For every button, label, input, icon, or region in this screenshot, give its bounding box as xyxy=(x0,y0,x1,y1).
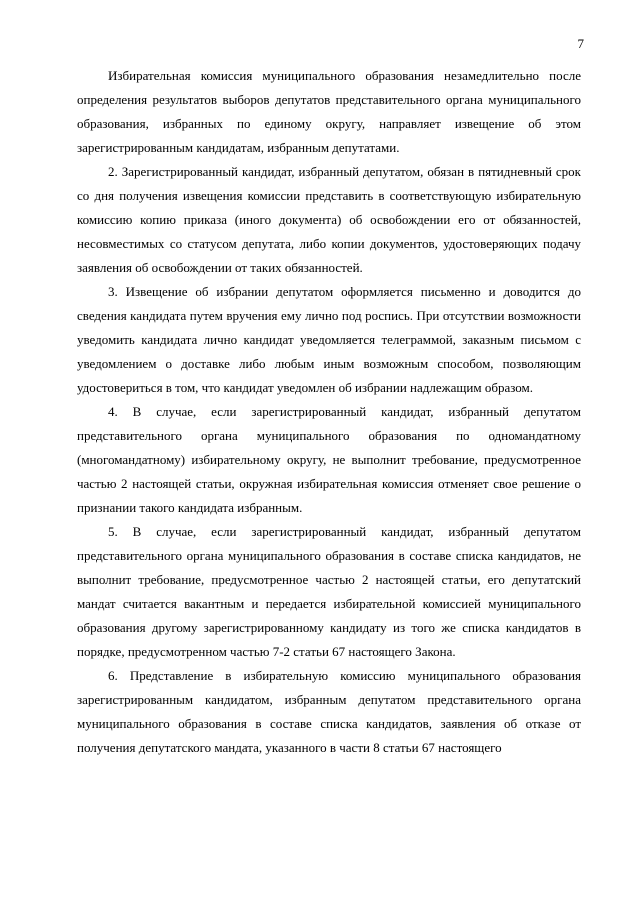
document-body xyxy=(77,64,581,760)
paragraph-5: 5. В случае, если зарегистрированный кандидат, избранный депутатом представительного органа муниципального образования в составе списка кандидатов, не выполнит требование, предусмотренное частью 2 настоящей статьи, его депутатский мандат считается вакантным и передается избирательной комиссией муниципального образования другому зарегистрированному кандидату из того же списка кандидатов в порядке, предусмотренном частью 7-2 статьи 67 настоящего Закона. xyxy=(77,524,581,659)
paragraph-3: 3. Извещение об избрании депутатом оформляется письменно и доводится до сведения кандидата путем вручения ему лично под роспись. При отсутствии возможности уведомить кандидата лично кандидат уведомляется телеграммой, заказным письмом с уведомлением о доставке либо любым иным возможным способом, позволяющим удостовериться в том, что кандидат уведомлен об избрании надлежащим образом. xyxy=(77,284,581,395)
paragraph-intro: Избирательная комиссия муниципального образования незамедлительно после определения результатов выборов депутатов представительного органа муниципального образования, избранных по единому округу, направляет извещение об этом зарегистрированным кандидатам, избранным депутатами. xyxy=(77,68,581,155)
paragraph-4: 4. В случае, если зарегистрированный кандидат, избранный депутатом представительного органа муниципального образования по одномандатному (многомандатному) избирательному округу, не выполнит требование, предусмотренное частью 2 настоящей статьи, окружная избирательная комиссия отменяет свое решение о признании такого кандидата избранным. xyxy=(77,404,581,515)
paragraph-6: 6. Представление в избирательную комиссию муниципального образования зарегистрированным кандидатом, избранным депутатом представительного органа муниципального образования в составе списка кандидатов, заявления об отказе от получения депутатского мандата, указанного в части 8 статьи 67 настоящего xyxy=(77,668,581,755)
paragraph-2: 2. Зарегистрированный кандидат, избранный депутатом, обязан в пятидневный срок со дня получения извещения комиссии представить в соответствующую избирательную комиссию копию приказа (иного документа) об освобождении его от обязанностей, несовместимых со статусом депутата, либо копии документов, удостоверяющих подачу заявления об освобождении от таких обязанностей. xyxy=(77,164,581,275)
page-number: 7 xyxy=(577,36,584,51)
